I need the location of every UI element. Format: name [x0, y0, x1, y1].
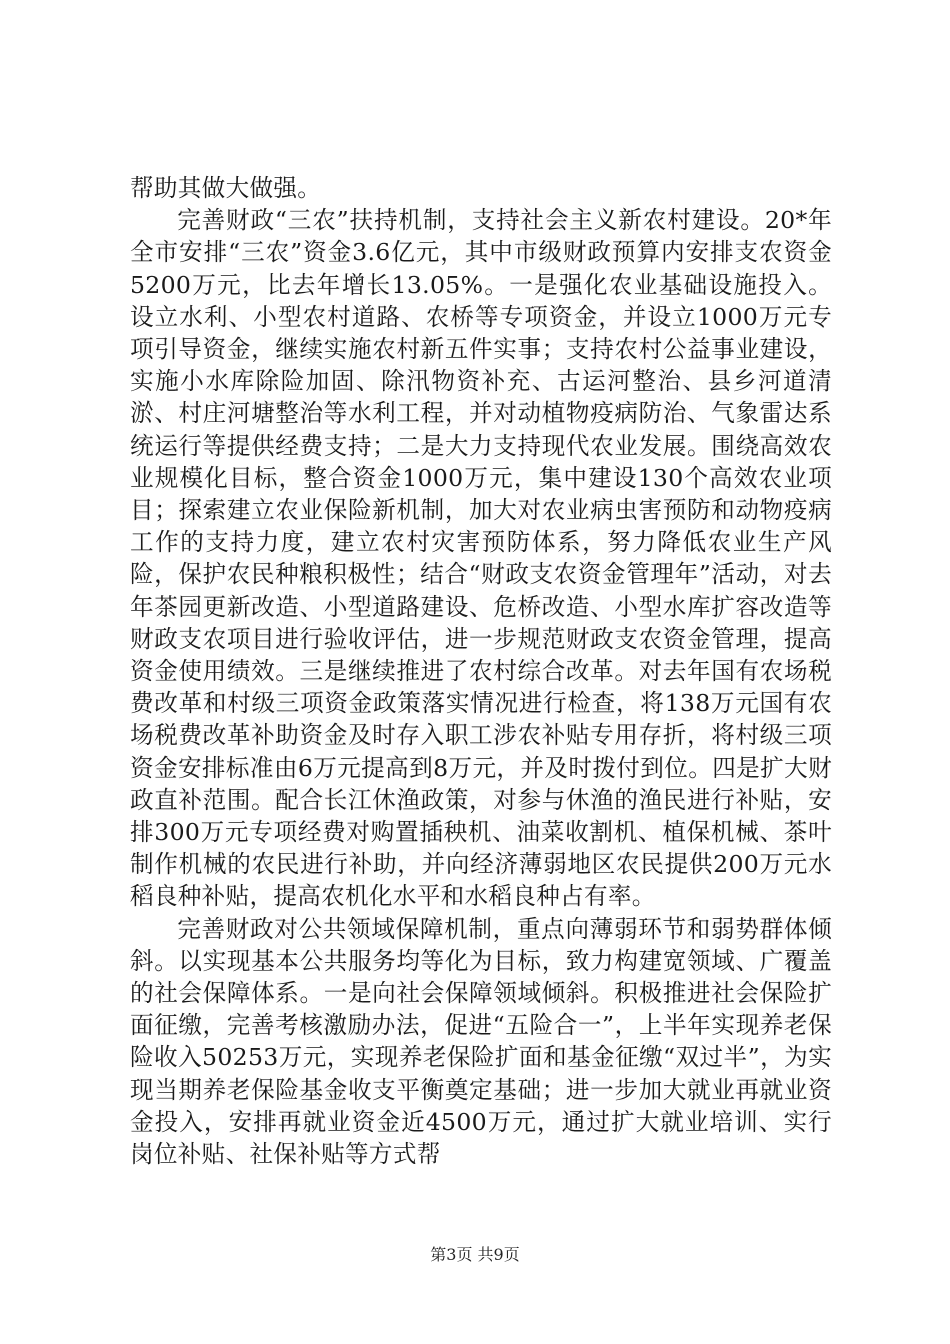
document-body: [130, 172, 832, 1170]
page-number-footer: 第3页 共9页: [430, 1245, 520, 1264]
paragraph-continuation: 帮助其做大做强。: [130, 174, 322, 202]
paragraph-agriculture-support: 完善财政“三农”扶持机制，支持社会主义新农村建设。20*年全市安排“三农”资金3.6亿元，其中市级财政预算内安排支农资金5200万元，比去年增长13.05%。一是强化农业基础设施投入。设立水利、小型农村道路、农桥等专项资金，并设立1000万元专项引导资金，继续实施农村新五件实事；支持农村公益事业建设，实施小水库除险加固、除汛物资补充、古运河整治、县乡河道清淤、村庄河塘整治等水利工程，并对动植物疫病防治、气象雷达系统运行等提供经费支持；二是大力支持现代农业发展。围绕高效农业规模化目标，整合资金1000万元，集中建设130个高效农业项目；探索建立农业保险新机制，加大对农业病虫害预防和动物疫病工作的支持力度，建立农村灾害预防体系，努力降低农业生产风险，保护农民种粮积极性；结合“财政支农资金管理年”活动，对去年茶园更新改造、小型道路建设、危桥改造、小型水库扩容改造等财政支农项目进行验收评估，进一步规范财政支农资金管理，提高资金使用绩效。三是继续推进了农村综合改革。对去年国有农场税费改革和村级三项资金政策落实情况进行检查，将138万元国有农场税费改革补助资金及时存入职工涉农补贴专用存折，将村级三项资金安排标准由6万元提高到8万元，并及时拨付到位。四是扩大财政直补范围。配合长江休渔政策，对参与休渔的渔民进行补贴，安排300万元专项经费对购置插秧机、油菜收割机、植保机械、茶叶制作机械的农民进行补助，并向经济薄弱地区农民提供200万元水稻良种补贴，提高农机化水平和水稻良种占有率。: [130, 206, 832, 911]
paragraph-public-security: 完善财政对公共领域保障机制，重点向薄弱环节和弱势群体倾斜。以实现基本公共服务均等化为目标，致力构建宽领域、广覆盖的社会保障体系。一是向社会保障领域倾斜。积极推进社会保险扩面征缴，完善考核激励办法，促进“五险合一”，上半年实现养老保险收入50253万元，实现养老保险扩面和基金征缴“双过半”，为实现当期养老保险基金收支平衡奠定基础；进一步加大就业再就业资金投入，安排再就业资金近4500万元，通过扩大就业培训、实行岗位补贴、社保补贴等方式帮: [130, 914, 832, 1169]
